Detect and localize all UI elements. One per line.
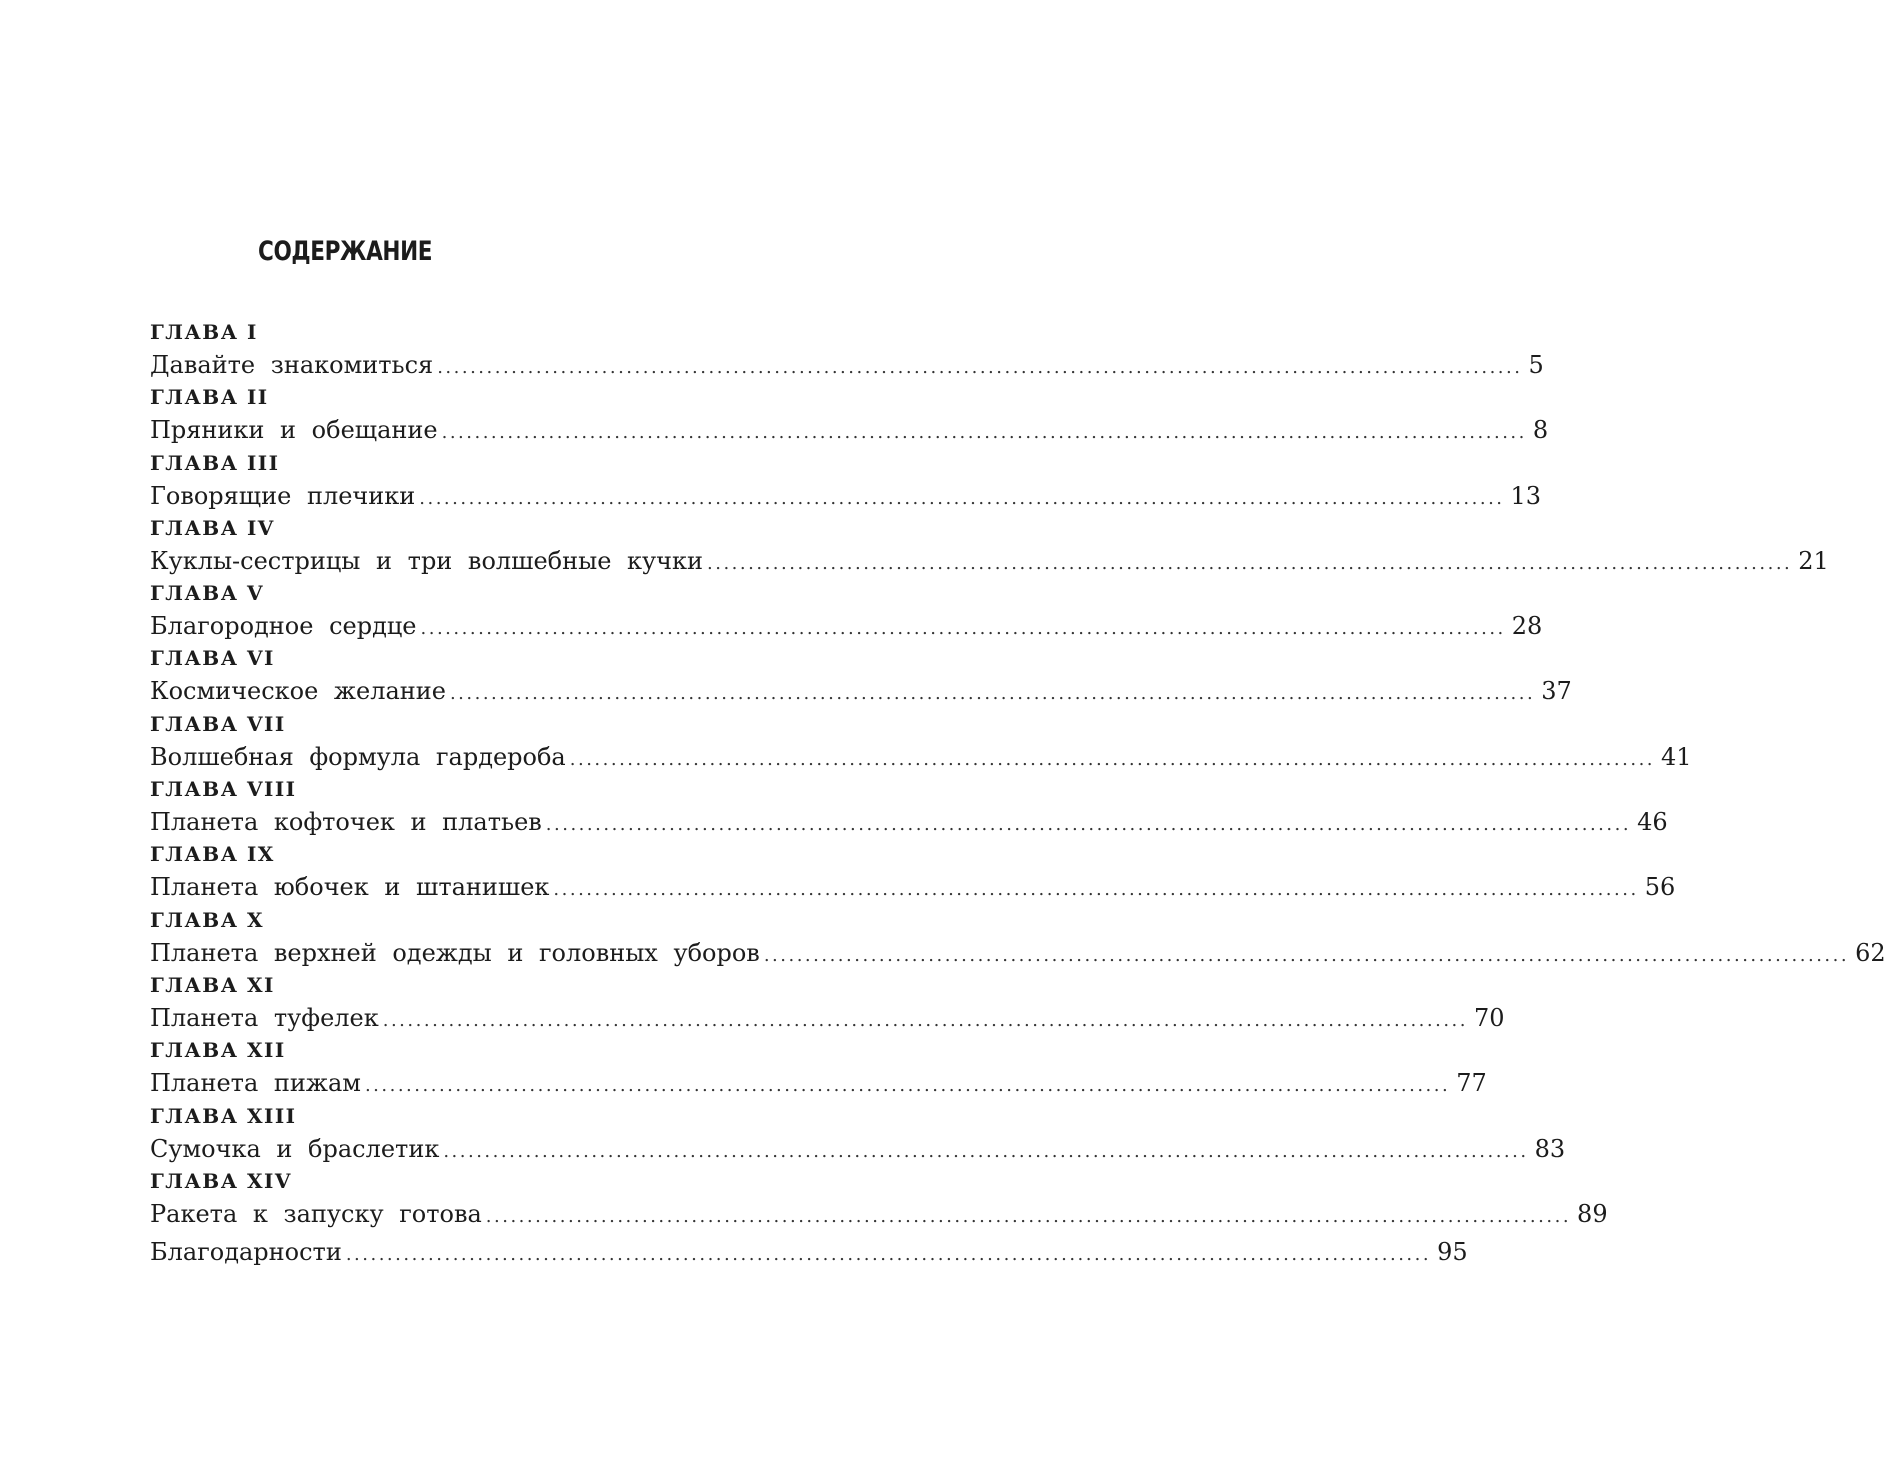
toc-entry	[150, 346, 1544, 384]
toc-chapter[interactable]	[150, 515, 1829, 580]
dot-leader: ....................................................................................................................................	[553, 879, 1639, 901]
dot-leader: ....................................................................................................................................	[443, 1140, 1529, 1162]
toc-entry	[150, 1064, 1487, 1102]
chapter-label: ГЛАВА XI	[150, 972, 275, 997]
toc-chapter[interactable]	[150, 1037, 1487, 1102]
toc-entry	[150, 1195, 1608, 1233]
toc-entry	[150, 738, 1692, 776]
dot-leader: ....................................................................................................................................	[707, 552, 1793, 574]
dot-leader: ....................................................................................................................................	[449, 683, 1536, 705]
page-number: 83	[1534, 1134, 1566, 1163]
dot-leader: ....................................................................................................................................	[419, 487, 1505, 509]
toc-entry	[150, 672, 1572, 710]
dot-leader: ....................................................................................................................................	[441, 422, 1527, 444]
chapter-label: ГЛАВА VII	[150, 711, 286, 736]
page-number: 8	[1532, 416, 1549, 445]
table-of-contents	[150, 319, 1886, 1271]
toc-entry	[150, 999, 1505, 1037]
toc-chapter[interactable]	[150, 711, 1692, 776]
toc-entry	[150, 1130, 1566, 1168]
entry-title: Планета туфелек	[150, 1003, 379, 1032]
dot-leader: ....................................................................................................................................	[485, 1205, 1572, 1227]
page-number: 62	[1855, 938, 1886, 967]
chapter-list	[150, 319, 1886, 1233]
dot-leader: ....................................................................................................................................	[345, 1244, 1432, 1266]
toc-chapter[interactable]	[150, 1103, 1566, 1168]
page-number: 56	[1644, 873, 1676, 902]
entry-title: Планета верхней одежды и головных уборов	[150, 938, 760, 967]
toc-entry	[150, 868, 1676, 906]
dot-leader: ....................................................................................................................................	[420, 618, 1506, 640]
dot-leader: ....................................................................................................................................	[545, 814, 1632, 836]
chapter-label: ГЛАВА II	[150, 385, 269, 410]
entry-title: Планета пижам	[150, 1069, 361, 1098]
entry-title: Космическое желание	[150, 677, 446, 706]
toc-entry	[150, 803, 1668, 841]
page-number: 13	[1510, 481, 1542, 510]
dot-leader: ....................................................................................................................................	[364, 1075, 1451, 1097]
chapter-label: ГЛАВА III	[150, 450, 280, 475]
dot-leader: ....................................................................................................................................	[382, 1009, 1468, 1031]
toc-chapter[interactable]	[150, 645, 1572, 710]
entry-title: Благородное сердце	[150, 612, 417, 641]
entry-title: Сумочка и браслетик	[150, 1134, 440, 1163]
entry-title: Волшебная формула гардероба	[150, 742, 566, 771]
toc-chapter[interactable]	[150, 450, 1542, 515]
toc-chapter[interactable]	[150, 907, 1886, 972]
toc-entry	[150, 411, 1549, 449]
page-number: 5	[1528, 351, 1544, 379]
chapter-label: ГЛАВА XII	[150, 1038, 286, 1063]
toc-entry	[150, 934, 1886, 972]
page-number: 46	[1637, 808, 1668, 837]
toc-entry	[150, 477, 1542, 515]
entry-title: Планета кофточек и платьев	[150, 808, 542, 837]
toc-chapter[interactable]	[150, 384, 1549, 449]
chapter-label: ГЛАВА XIII	[150, 1103, 297, 1128]
entry-title: Говорящие плечики	[150, 481, 416, 510]
toc-entry	[150, 542, 1829, 580]
page-number: 95	[1437, 1238, 1468, 1267]
entry-title: Планета юбочек и штанишек	[150, 873, 550, 902]
dot-leader: ....................................................................................................................................	[763, 944, 1850, 966]
page-number: 70	[1474, 1003, 1505, 1032]
entry-title: Ракета к запуску готова	[150, 1199, 482, 1228]
entry-title: Куклы-сестрицы и три волшебные кучки	[150, 546, 704, 575]
chapter-label: ГЛАВА X	[150, 907, 264, 932]
page-number: 28	[1511, 612, 1543, 641]
toc-entry-acknowledgements[interactable]	[150, 1233, 1468, 1271]
entry-title: Давайте знакомиться	[150, 351, 434, 379]
toc-chapter[interactable]	[150, 580, 1543, 645]
entry-title: Благодарности	[150, 1238, 342, 1267]
page-number: 21	[1798, 546, 1829, 575]
chapter-label: ГЛАВА IV	[150, 515, 275, 540]
page-number: 37	[1541, 677, 1572, 706]
page-number: 77	[1456, 1069, 1487, 1098]
dot-leader: ....................................................................................................................................	[569, 748, 1656, 770]
chapter-label: ГЛАВА XIV	[150, 1168, 292, 1193]
page-number: 89	[1577, 1199, 1608, 1228]
toc-chapter[interactable]	[150, 841, 1676, 906]
toc-chapter[interactable]	[150, 1168, 1608, 1233]
dot-leader: ....................................................................................................................................	[437, 357, 1523, 378]
entry-title: Пряники и обещание	[150, 416, 438, 445]
chapter-label: ГЛАВА VI	[150, 646, 275, 671]
toc-chapter[interactable]	[150, 972, 1505, 1037]
toc-chapter[interactable]	[150, 319, 1544, 384]
chapter-label: ГЛАВА V	[150, 581, 264, 606]
chapter-label: ГЛАВА I	[150, 320, 258, 344]
toc-chapter[interactable]	[150, 776, 1668, 841]
chapter-label: ГЛАВА VIII	[150, 777, 297, 802]
toc-entry	[150, 607, 1543, 645]
toc-heading: СОДЕРЖАНИЕ	[258, 236, 433, 267]
chapter-label: ГЛАВА IX	[150, 842, 275, 867]
page-number: 41	[1661, 742, 1692, 771]
